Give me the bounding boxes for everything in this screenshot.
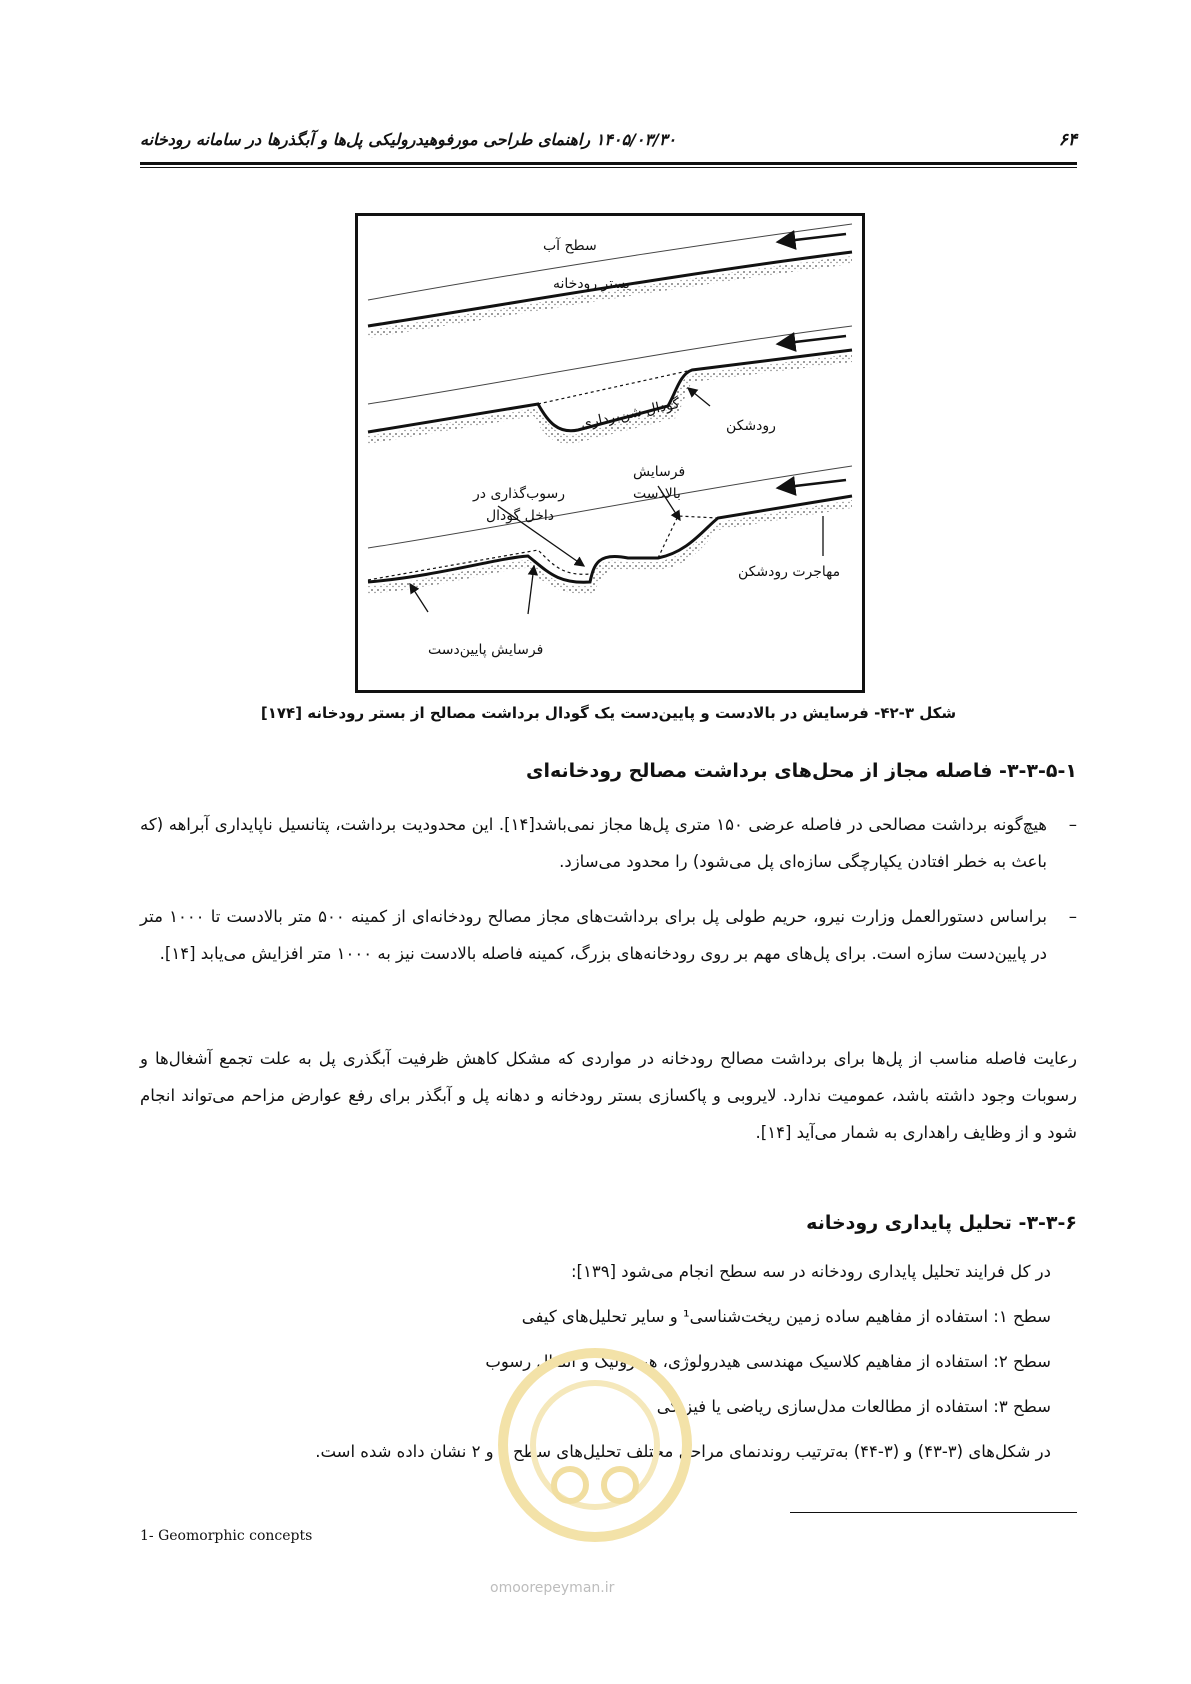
figure-erosion-diagram	[355, 213, 865, 693]
label-gravel-pit: گودال شن‌برداری	[579, 395, 682, 433]
downstream-erosion-pointer-1	[528, 566, 534, 614]
watermark-text: omoorepeyman.ir	[490, 1580, 615, 1596]
label-upstream-erosion-2: بالادست	[633, 486, 681, 502]
bullet-text: هیچ‌گونه برداشت مصالحی در فاصله عرضی ۱۵۰ متری پل‌ها مجاز نمی‌باشد[۱۴]. این محدودیت برداشت، پتانسیل ناپایداری آبراهه (که باعث به خطر افتادن یکپارچگی سازه‌ای پل می‌شود) را محدود می‌سازد.	[140, 815, 1047, 871]
panel-migration	[368, 466, 852, 614]
bullet-text: براساس دستورالعمل وزارت نیرو، حریم طولی پل برای برداشت‌های مجاز مصالح رودخانه‌ای از کمینه ۵۰۰ متر بالادست تا ۱۰۰۰ متر در پایین‌دست سازه است. برای پل‌های مهم بر روی رودخانه‌های بزرگ، کمینه فاصله بالادست نیز به ۱۰۰۰ متر افزایش می‌یابد [۱۴].	[140, 907, 1047, 963]
flow-arrow-1	[778, 234, 846, 242]
label-upstream-erosion-1: فرسایش	[633, 464, 686, 480]
label-headcut: رودشکن	[726, 418, 776, 434]
bullet-item-1	[140, 806, 1077, 880]
header-rule	[140, 162, 1077, 165]
bullet-dash: –	[1068, 815, 1077, 834]
label-downstream-erosion: فرسایش پایین‌دست	[428, 642, 544, 658]
running-title: ۱۴۰۵/۰۳/۳۰ راهنمای طراحی مورفوهیدرولیکی پل‌ها و آبگذرها در سامانه رودخانه	[140, 130, 677, 149]
label-deposition-1: رسوب‌گذاری در	[473, 486, 565, 502]
text-line-4: سطح ۳: استفاده از مطالعات مدل‌سازی ریاضی یا فیزیکی	[656, 1397, 1051, 1416]
bullet-dash: –	[1068, 907, 1077, 926]
flow-arrow-3	[778, 480, 846, 488]
label-river-bed: بستر رودخانه	[553, 276, 630, 292]
figure-caption: شکل ۳-۴۲- فرسایش در بالادست و پایین‌دست یک گودال برداشت مصالح از بستر رودخانه [۱۷۴]	[260, 704, 957, 722]
footnote: 1- Geomorphic concepts	[140, 1528, 313, 1544]
page-header	[140, 126, 1077, 162]
section-heading-1: ۳-۳-۵-۱- فاصله مجاز از محل‌های برداشت مصالح رودخانه‌ای	[526, 760, 1077, 782]
label-headcut-migration: مهاجرت رودشکن	[738, 564, 841, 580]
bullet-item-2	[140, 898, 1077, 972]
page-number: ۶۴	[1058, 130, 1077, 150]
label-water-surface: سطح آب	[543, 238, 597, 254]
label-deposition-2: داخل گودال	[486, 508, 555, 524]
text-line-3: سطح ۲: استفاده از مفاهیم کلاسیک مهندسی هیدرولوژی، هیدرولیک و انتقال رسوب	[485, 1352, 1051, 1371]
text-line-5: در شکل‌های (۳-۴۳) و (۳-۴۴) به‌ترتیب روندنمای مراحل مختلف تحلیل‌های سطح ۱ و ۲ نشان داده شده است.	[315, 1442, 1051, 1461]
gravel-layer-2	[368, 354, 852, 444]
downstream-erosion-pointer-2	[410, 584, 428, 612]
footnote-rule	[790, 1512, 1077, 1513]
flow-arrow-2	[778, 336, 846, 344]
text-line-1: در کل فرایند تحلیل پایداری رودخانه در سه سطح انجام می‌شود [۱۳۹]:	[570, 1262, 1051, 1281]
header-rule-thin	[140, 167, 1077, 168]
section-heading-2: ۳-۳-۶- تحلیل پایداری رودخانه	[806, 1212, 1077, 1234]
gravel-layer-1	[368, 256, 852, 338]
text-line-2: سطح ۱: استفاده از مفاهیم ساده زمین ریخت‌شناسی¹ و سایر تحلیل‌های کیفی	[521, 1307, 1051, 1326]
watermark-seal	[470, 1335, 720, 1555]
headcut-pointer	[688, 388, 710, 406]
body-paragraph: رعایت فاصله مناسب از پل‌ها برای برداشت مصالح رودخانه در مواردی که مشکل کاهش ظرفیت آبگذری پل به علت تجمع آشغال‌ها و رسوبات وجود داشته باشد، عمومیت ندارد. لایروبی و پاکسازی بستر رودخانه و دهانه پل و آبگذر برای رفع عوارض مزاحم می‌تواند انجام شود و از وظایف راهداری به شمار می‌آید [۱۴].	[140, 1049, 1077, 1142]
